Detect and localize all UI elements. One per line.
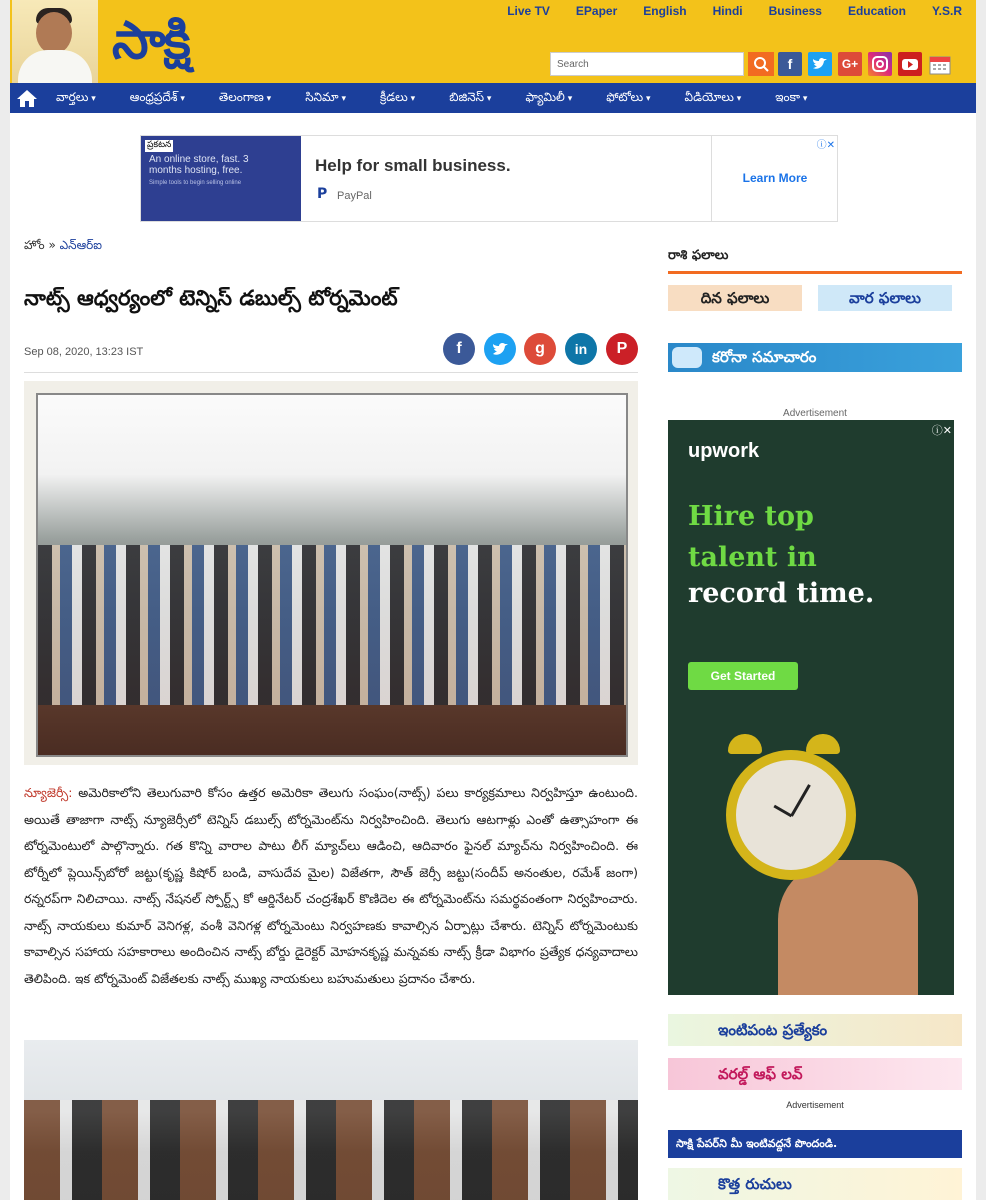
- mask-icon: [672, 347, 702, 368]
- hand-image: [778, 860, 918, 995]
- ad-close-icon[interactable]: ⓘ✕: [931, 424, 952, 437]
- article-photo[interactable]: [24, 381, 638, 765]
- home-garden-banner[interactable]: [668, 1014, 962, 1046]
- breadcrumb-home[interactable]: హోం: [24, 238, 45, 252]
- daily-horoscope-button[interactable]: దిన ఫలాలు: [668, 285, 802, 311]
- ad-image[interactable]: [141, 136, 301, 221]
- calendar-icon[interactable]: [928, 52, 952, 76]
- site-header: [10, 0, 976, 83]
- home-garden-label: ఇంటిపంట ప్రత్యేకం: [718, 1021, 828, 1039]
- advertisement-label: Advertisement: [783, 408, 847, 419]
- top-link-business[interactable]: Business: [768, 4, 822, 18]
- advertisement-label-2: Advertisement: [786, 1100, 844, 1110]
- upwork-ad[interactable]: [668, 420, 954, 995]
- ad-image-small-text: Simple tools to begin selling online: [149, 180, 242, 186]
- breadcrumb-section[interactable]: ఎన్ఆర్ఐ: [59, 238, 103, 252]
- search-input[interactable]: Search: [550, 52, 744, 76]
- instagram-icon[interactable]: [868, 52, 892, 76]
- share-facebook-icon[interactable]: f: [443, 333, 475, 365]
- nav-item-telangana[interactable]: తెలంగాణ ▾: [219, 90, 271, 107]
- ad-close-icon[interactable]: ⓘ✕: [816, 140, 835, 151]
- new-recipes-label: కొత్త రుచులు: [718, 1175, 792, 1193]
- ad-learn-more-button[interactable]: Learn More: [711, 136, 838, 221]
- top-link-education[interactable]: Education: [847, 4, 906, 18]
- top-links: [481, 4, 962, 18]
- top-link-ysr[interactable]: Y.S.R: [931, 4, 962, 18]
- clock-bell-left: [728, 734, 762, 754]
- alarm-clock-icon: [726, 750, 856, 880]
- article-title: నాట్స్ ఆధ్వర్యంలో టెన్నిస్ డబుల్స్ టోర్నమెంట్: [24, 286, 398, 310]
- nav-item-andhra-pradesh[interactable]: ఆంధ్రప్రదేశ్ ▾: [130, 90, 185, 107]
- nav-item-cinema[interactable]: సినిమా ▾: [305, 90, 346, 107]
- weekly-horoscope-button[interactable]: వార ఫలాలు: [818, 285, 952, 311]
- group-photo-image: [36, 393, 628, 757]
- twitter-icon[interactable]: [808, 52, 832, 76]
- top-link-live-tv[interactable]: Live TV: [507, 4, 550, 18]
- article-date: Sep 08, 2020, 13:23 IST: [24, 346, 144, 358]
- clock-bell-right: [806, 734, 840, 754]
- ad-advertiser: PayPal: [337, 190, 372, 202]
- google-plus-icon[interactable]: G+: [838, 52, 862, 76]
- ad-image-text: An online store, fast. 3 months hosting, free.: [149, 154, 249, 176]
- share-pinterest-icon[interactable]: P: [606, 333, 638, 365]
- world-of-love-label: వరల్డ్ ఆఫ్ లవ్: [718, 1065, 803, 1083]
- divider: [24, 372, 638, 373]
- main-nav: [10, 83, 976, 113]
- leader-portrait: [12, 0, 98, 83]
- upwork-headline-green: Hire top talent in: [688, 501, 817, 573]
- nav-item-sports[interactable]: క్రీడలు ▾: [380, 90, 415, 107]
- new-recipes-banner[interactable]: [668, 1168, 962, 1200]
- upwork-headline-white: record time.: [688, 578, 875, 609]
- nav-item-videos[interactable]: వీడియోలు ▾: [685, 90, 742, 107]
- top-link-hindi[interactable]: Hindi: [712, 4, 743, 18]
- page: [10, 0, 976, 1200]
- share-google-plus-icon[interactable]: g: [524, 333, 556, 365]
- corona-info-label: కరోనా సమాచారం: [712, 348, 817, 366]
- top-link-epaper[interactable]: EPaper: [575, 4, 618, 18]
- article-text: అమెరికాలోని తెలుగువారి కోసం ఉత్తర అమెరికా తెలుగు సంఘం(నాట్స్) పలు కార్యక్రమాలు నిర్వహిస్తూ ఉంటుంది. అయితే తాజాగా నాట్స్ న్యూజెర్సీలో టెన్నిస్ డబుల్స్ టోర్నమెంట్‌ను నిర్వహించింది. తెలుగు ఆటగాళ్లు ఎంతో ఉత్సాహంగా ఈ టోర్నమెంటులో పాల్గొన్నారు. గత కొన్ని వారాల పాటు లీగ్ మ్యాచ్‌లు ఆడించి, ఆదివారం ఫైనల్ మ్యాచ్‌ను నిర్వహించింది. ఈ టోర్నీలో ప్లెయిన్స్‌బోరో జట్టు(కృష్ణ కిషోర్ బండి, వాసుదేవ మైల) విజేతగా, సౌత్ జెర్సీ జట్టు(సందీప్ అనంతుల, రమేశ్ జంగా) రన్నరప్‌గా నిలిచాయి. నాట్స్ నేషనల్ స్పోర్ట్స్ కో ఆర్డినేటర్ చంద్రశేఖర్ కొణిదెల ఈ టోర్నమెంట్‌ను సమర్థవంతంగా నిర్వహించారు. నాట్స్ నాయకులు కుమార్ వెనిగళ్ల, వంశీ వెనిగళ్ల టోర్నమెంటు నిర్వహణకు కావాల్సిన ఏర్పాట్లు చేశారు. టెన్నిస్ టోర్నమెంటుకు కావాల్సిన సహాయ సహకారాలు అందించిన నాట్స్ బోర్డు డైరెక్టర్ మోహనకృష్ణ మన్నవకు నాట్స్ క్రీడా విభాగం ప్రత్యేక ధన్యవాదాలు తెలిపింది. ఇక టోర్నమెంట్ విజేతలకు నాట్స్ ముఖ్య నాయకులు బహుమతులు ప్రదానం చేశారు.: [24, 785, 638, 986]
- article-photo-2[interactable]: [24, 1040, 638, 1200]
- world-of-love-banner[interactable]: [668, 1058, 962, 1090]
- nav-item-photos[interactable]: ఫోటోలు ▾: [606, 90, 650, 107]
- article-body: [24, 780, 638, 992]
- sakshi-paper-label: సాక్షి పేపర్‌ని మీ ఇంటివద్దనే పొందండి.: [676, 1137, 838, 1150]
- top-link-english[interactable]: English: [643, 4, 687, 18]
- article-dateline: న్యూజెర్సీ:: [24, 785, 73, 800]
- ad-headline[interactable]: Help for small business.: [315, 156, 511, 175]
- nav-item-business[interactable]: బిజినెస్ ▾: [449, 90, 491, 107]
- site-logo[interactable]: సాక్షి: [112, 11, 189, 71]
- nav-item-news[interactable]: వార్తలు ▾: [56, 90, 96, 107]
- sakshi-paper-banner[interactable]: [668, 1130, 962, 1158]
- corona-info-banner[interactable]: [668, 343, 962, 372]
- home-icon[interactable]: [12, 83, 42, 113]
- upwork-logo: upwork: [688, 440, 760, 462]
- breadcrumb-separator: »: [48, 238, 56, 252]
- breadcrumb: [24, 238, 102, 255]
- share-twitter-icon[interactable]: [484, 333, 516, 365]
- paypal-icon: P: [317, 186, 328, 202]
- facebook-icon[interactable]: f: [778, 52, 802, 76]
- nav-item-more[interactable]: ఇంకా ▾: [775, 90, 807, 107]
- get-started-button[interactable]: Get Started: [688, 662, 798, 690]
- sidebar-divider: [668, 271, 962, 274]
- top-ad-banner[interactable]: [140, 135, 838, 222]
- nav-item-family[interactable]: ఫ్యామిలీ ▾: [525, 90, 572, 107]
- share-linkedin-icon[interactable]: in: [565, 333, 597, 365]
- youtube-icon[interactable]: [898, 52, 922, 76]
- rasi-phalalu-title: రాశి ఫలాలు: [668, 248, 729, 263]
- search-icon[interactable]: [748, 52, 774, 76]
- ad-badge: ప్రకటన: [147, 140, 172, 150]
